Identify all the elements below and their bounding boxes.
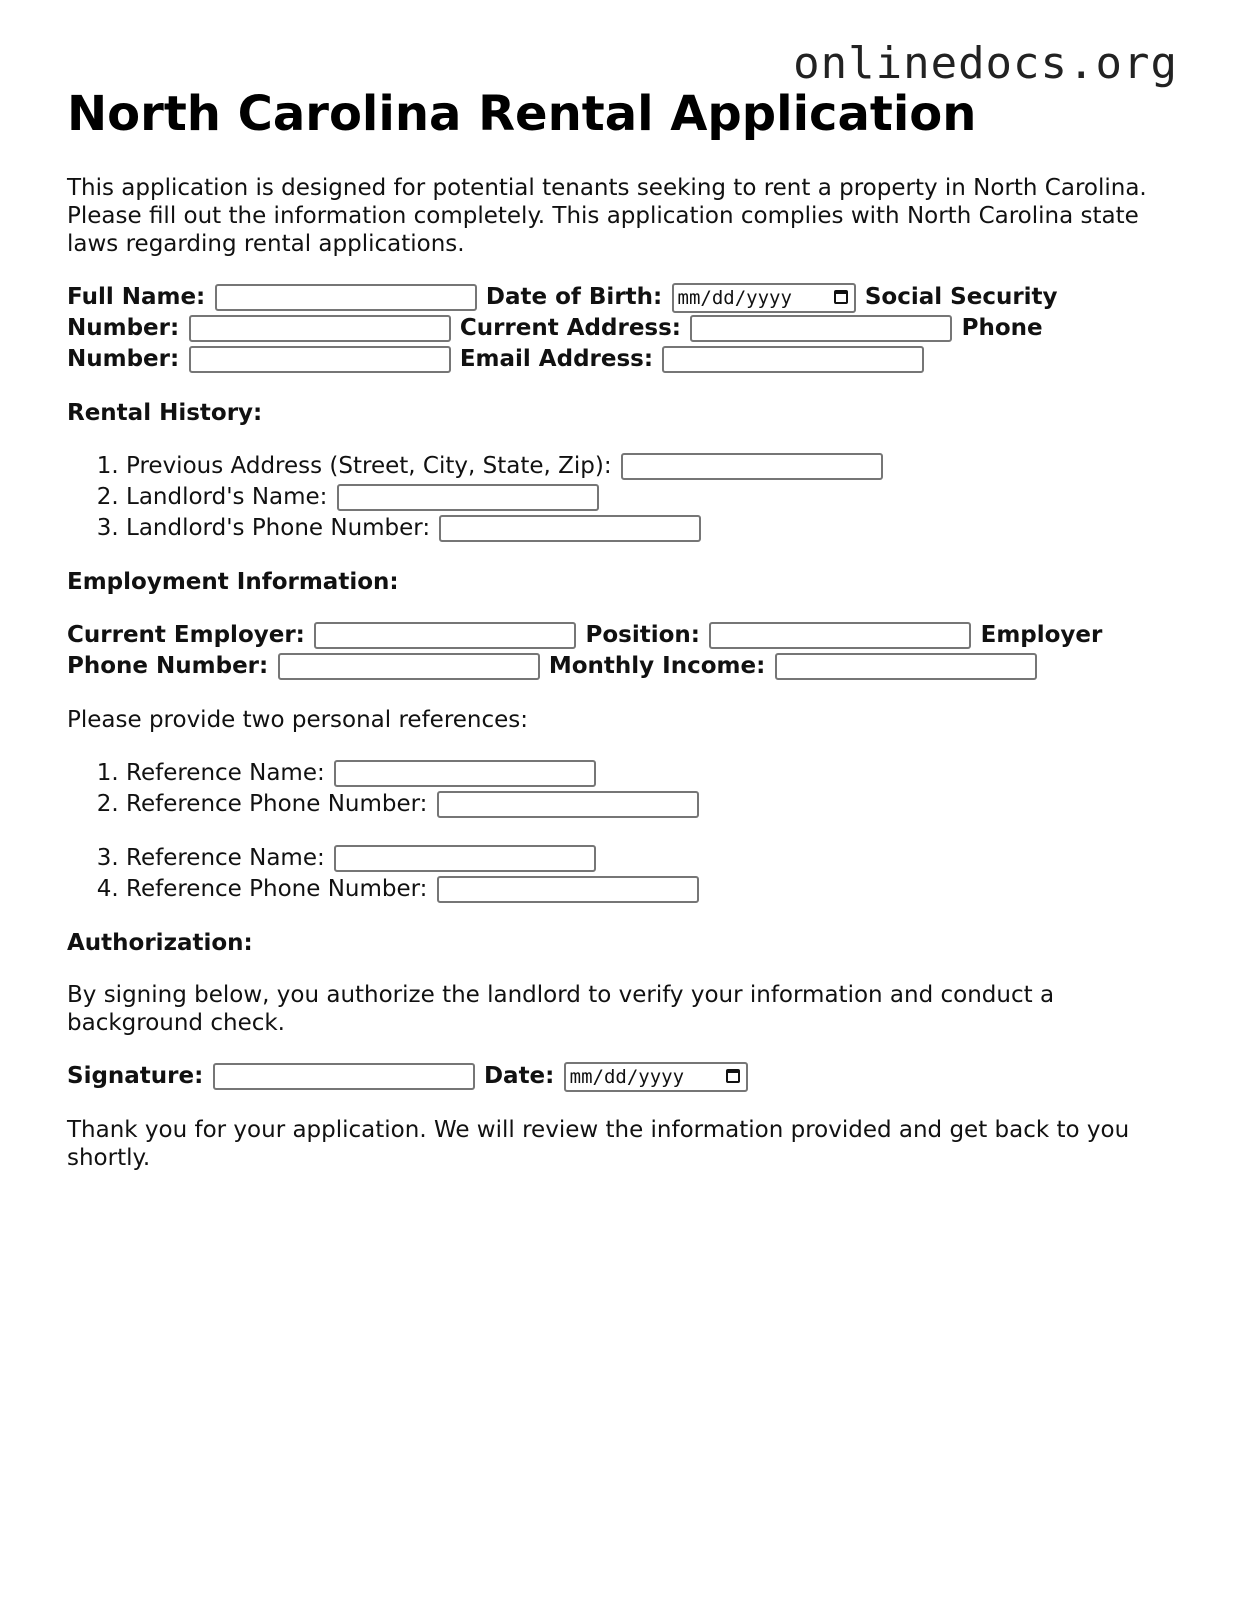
rental-history-list	[67, 451, 1157, 544]
list-item	[126, 758, 1157, 789]
rental-history-heading: Rental History:	[67, 400, 263, 426]
reference-phone-label: Reference Phone Number:	[126, 876, 428, 902]
list-item	[126, 482, 1157, 513]
date-label: Date:	[483, 1063, 555, 1089]
calendar-icon[interactable]	[726, 1069, 740, 1083]
application-form	[67, 84, 1157, 1172]
current-address-label: Current Address:	[459, 315, 681, 341]
reference-phone-input[interactable]	[437, 791, 699, 818]
email-label: Email Address:	[459, 346, 654, 372]
full-name-label: Full Name:	[67, 284, 206, 310]
employer-phone-input[interactable]	[278, 653, 540, 680]
list-item	[126, 789, 1157, 820]
list-item	[126, 874, 1157, 905]
landlord-phone-label: Landlord's Phone Number:	[126, 515, 431, 541]
full-name-input[interactable]	[215, 284, 477, 311]
date-input[interactable]	[564, 1062, 748, 1092]
signature-label: Signature:	[67, 1063, 204, 1089]
phone-input[interactable]	[189, 346, 451, 373]
email-input[interactable]	[662, 346, 924, 373]
monthly-income-input[interactable]	[775, 653, 1037, 680]
signature-row	[67, 1061, 1157, 1092]
signature-input[interactable]	[213, 1063, 475, 1090]
ssn-label: Social Security Number:	[67, 284, 1058, 341]
authorization-text: By signing below, you authorize the landlord to verify your information and conduct a background check.	[67, 982, 1055, 1036]
references-intro: Please provide two personal references:	[67, 707, 529, 733]
monthly-income-label: Monthly Income:	[548, 653, 766, 679]
previous-address-input[interactable]	[621, 453, 883, 480]
reference-name-label: Reference Name:	[126, 760, 325, 786]
employment-info	[67, 620, 1157, 682]
date-placeholder: mm/dd/yyyy	[569, 1065, 685, 1088]
current-address-input[interactable]	[690, 315, 952, 342]
previous-address-label: Previous Address (Street, City, State, Zip):	[126, 453, 612, 479]
position-label: Position:	[585, 622, 700, 648]
landlord-phone-input[interactable]	[439, 515, 701, 542]
reference-name-input[interactable]	[334, 845, 596, 872]
position-input[interactable]	[709, 622, 971, 649]
personal-info	[67, 282, 1157, 375]
list-item	[126, 451, 1157, 482]
reference-name-label: Reference Name:	[126, 845, 325, 871]
intro-text: This application is designed for potential tenants seeking to rent a property in North Carolina. Please fill out the information completely. This application complies with North Carolina state laws regarding rental applications.	[67, 175, 1147, 257]
watermark: onlinedocs.org	[793, 38, 1178, 89]
dob-label: Date of Birth:	[485, 284, 663, 310]
calendar-icon[interactable]	[834, 290, 848, 304]
reference-name-input[interactable]	[334, 760, 596, 787]
dob-input[interactable]	[672, 283, 856, 313]
references-list-2	[67, 843, 1157, 905]
references-list-1	[67, 758, 1157, 820]
phone-label: Phone Number:	[67, 315, 1043, 372]
page-title: North Carolina Rental Application	[67, 86, 977, 142]
reference-phone-label: Reference Phone Number:	[126, 791, 428, 817]
reference-phone-input[interactable]	[437, 876, 699, 903]
closing-text: Thank you for your application. We will review the information provided and get back to you shortly.	[67, 1117, 1130, 1171]
list-item	[126, 843, 1157, 874]
employer-label: Current Employer:	[67, 622, 305, 648]
authorization-heading: Authorization:	[67, 930, 253, 956]
dob-placeholder: mm/dd/yyyy	[677, 286, 792, 309]
landlord-name-input[interactable]	[337, 484, 599, 511]
employer-phone-label: Employer Phone Number:	[67, 622, 1103, 679]
landlord-name-label: Landlord's Name:	[126, 484, 328, 510]
employment-heading: Employment Information:	[67, 569, 399, 595]
employer-input[interactable]	[314, 622, 576, 649]
ssn-input[interactable]	[189, 315, 451, 342]
list-item	[126, 513, 1157, 544]
